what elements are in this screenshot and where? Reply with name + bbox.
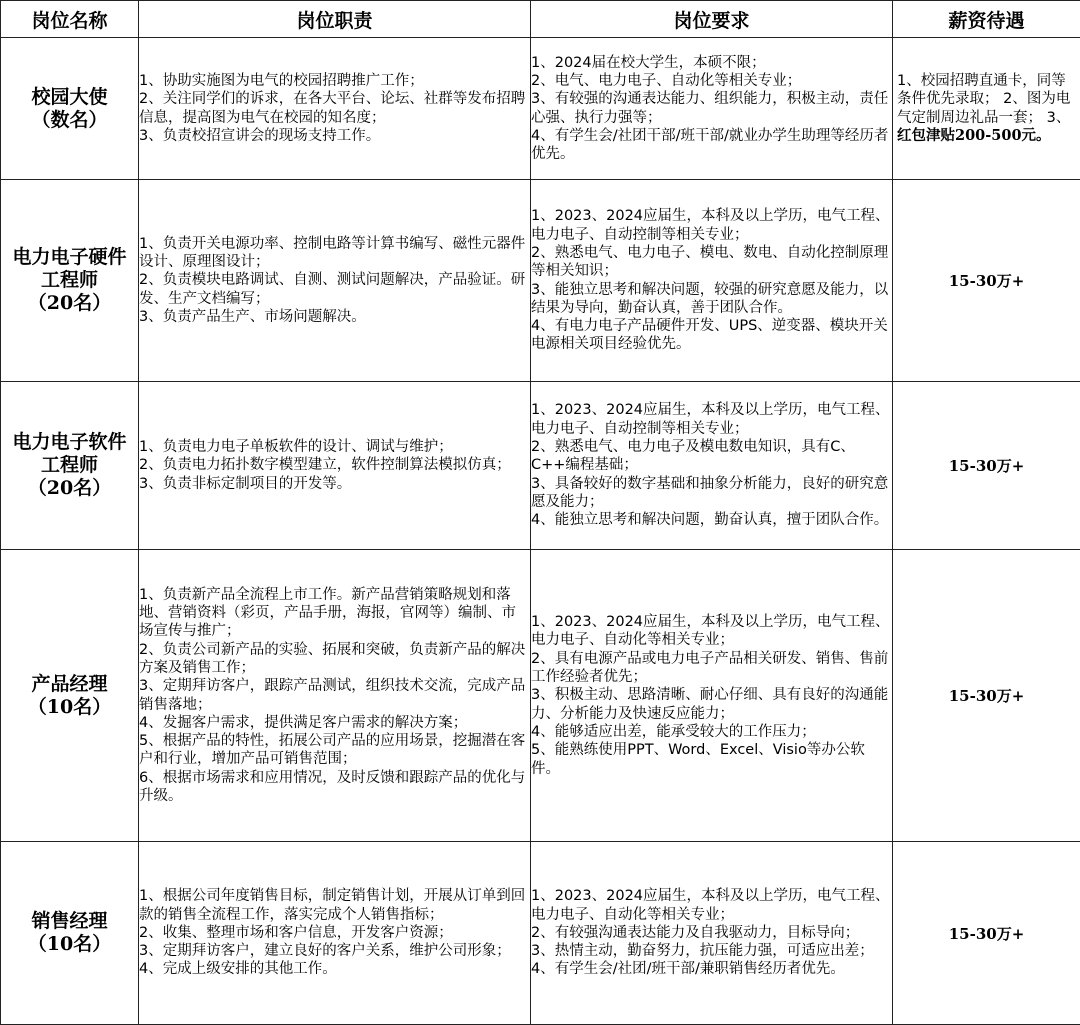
- position-title-line2: 工程师: [40, 269, 98, 291]
- position-title: 产品经理: [31, 672, 108, 695]
- salary-cell: 15-30万+: [893, 382, 1080, 550]
- position-count: （20名）: [27, 477, 112, 499]
- requirement-item: 3、具备较好的数字基础和抽象分析能力，良好的研究意愿及能力；: [531, 475, 889, 510]
- requirement-item: 1、2023、2024应届生，本科及以上学历，电气工程、电力电子、自动化等相关专业；: [531, 614, 890, 649]
- duties-cell: [139, 382, 531, 550]
- duty-item: 1、负责电力电子单板软件的设计、调试与维护；: [139, 439, 453, 456]
- duties-cell: [139, 550, 531, 842]
- duty-item: 1、负责开关电源功率、控制电路等计算书编写、磁性元器件设计、原理图设计；: [139, 235, 526, 271]
- duty-item: 4、发掘客户需求，提供满足客户需求的解决方案；: [139, 714, 468, 731]
- header-row: [1, 1, 1080, 38]
- requirement-item: 1、2023、2024应届生，本科及以上学历，电气工程、电力电子、自动控制等相关专业；: [531, 402, 890, 437]
- duty-item: 3、定期拜访客户，跟踪产品测试，组织技术交流，完成产品销售落地；: [139, 678, 526, 713]
- duty-item: 2、收集、整理市场和客户信息，开发客户资源；: [139, 924, 453, 941]
- requirement-item: 2、电气、电力电子、自动化等相关专业；: [531, 72, 802, 89]
- duty-item: 2、关注同学们的诉求，在各大平台、论坛、社群等发布招聘信息，提高图为电气在校园的知名度；: [139, 91, 526, 126]
- header-duties: 岗位职责: [139, 1, 531, 38]
- duty-item: 3、负责非标定制项目的开发等。: [139, 475, 352, 492]
- duty-item: 1、协助实施图为电气的校园招聘推广工作；: [139, 72, 424, 89]
- duties-cell: [139, 180, 531, 382]
- position-count: （20名）: [27, 292, 112, 314]
- requirement-item: 4、能独立思考和解决问题，勤奋认真，擅于团队合作。: [531, 512, 889, 529]
- position-title: 电力电子硬件: [12, 246, 127, 268]
- salary-cell: [893, 38, 1080, 180]
- duty-item: 1、负责新产品全流程上市工作。新产品营销策略规划和落地、营销资料（彩页，产品手册，海报，官网等）编制、市场宣传与推广；: [139, 586, 516, 640]
- requirement-item: 4、能够适应出差，能承受较大的工作压力；: [531, 723, 816, 740]
- table-row: [1, 38, 1080, 180]
- position-title: 校园大使: [31, 85, 108, 108]
- table-row: [1, 180, 1080, 382]
- salary-cell: 15-30万+: [893, 180, 1080, 382]
- duty-item: 3、负责校招宣讲会的现场支持工作。: [139, 127, 381, 144]
- salary-item-number: 3、: [1046, 109, 1071, 126]
- requirement-item: 4、有学生会/社团/班干部/兼职销售经历者优先。: [531, 961, 845, 978]
- duty-item: 3、负责产品生产、市场问题解决。: [139, 308, 366, 325]
- duty-item: 6、根据市场需求和应用情况，及时反馈和跟踪产品的优化与升级。: [139, 769, 526, 804]
- duty-item: 2、负责公司新产品的实验、拓展和突破，负责新产品的解决方案及销售工作；: [139, 641, 526, 676]
- duty-item: 3、定期拜访客户，建立良好的客户关系，维护公司形象；: [139, 943, 511, 960]
- table-row: [1, 382, 1080, 550]
- requirement-item: 3、热情主动，勤奋努力，抗压能力强，可适应出差；: [531, 943, 874, 960]
- requirements-cell: [531, 382, 893, 550]
- duty-item: 2、负责模块电路调试、自测、测试问题解决，产品验证。研发、生产文档编写；: [139, 272, 526, 307]
- header-requirements: 岗位要求: [531, 1, 893, 38]
- requirement-item: 2、有较强沟通表达能力及自我驱动力，目标导向；: [531, 924, 860, 941]
- position-count: （10名）: [27, 933, 112, 955]
- duty-item: 2、负责电力拓扑数字模型建立，软件控制算法模拟仿真；: [139, 457, 511, 474]
- salary-highlight: 红包津贴200-500元。: [897, 126, 1051, 144]
- position-name: [1, 382, 139, 550]
- duty-item: 1、根据公司年度销售目标，制定销售计划，开展从订单到回款的销售全流程工作，落实完成个人销售指标；: [139, 888, 526, 923]
- position-name: [1, 180, 139, 382]
- requirement-item: 5、能熟练使用PPT、Word、Excel、Visio等办公软件。: [531, 742, 865, 777]
- table-row: [1, 842, 1080, 1025]
- requirements-cell: [531, 550, 893, 842]
- position-count: （10名）: [27, 695, 112, 718]
- requirement-item: 1、2024届在校大学生，本硕不限；: [531, 54, 766, 71]
- table-row: [1, 550, 1080, 842]
- salary-cell: 15-30万+: [893, 550, 1080, 842]
- requirements-cell: [531, 842, 893, 1025]
- duty-item: 5、根据产品的特性，拓展公司产品的应用场景，挖掘潜在客户和行业，增加产品可销售范围；: [139, 733, 526, 768]
- duty-item: 4、完成上级安排的其他工作。: [139, 961, 337, 978]
- requirement-item: 4、有电力电子产品硬件开发、UPS、逆变器、模块开关电源相关项目经验优先。: [531, 318, 888, 353]
- requirement-item: 2、熟悉电气、电力电子、模电、数电、自动化控制原理等相关知识；: [531, 244, 889, 280]
- position-title: 电力电子软件: [12, 431, 127, 453]
- position-title-line2: 工程师: [40, 454, 98, 476]
- salary-item: 2、图为电气定制周边礼品一套；: [897, 91, 1071, 126]
- position-name: [1, 38, 139, 180]
- salary-cell: 15-30万+: [893, 842, 1080, 1025]
- requirement-item: 1、2023、2024应届生，本科及以上学历，电气工程、电力电子、自动化等相关专业；: [531, 888, 890, 923]
- requirement-item: 3、能独立思考和解决问题，较强的研究意愿及能力，以结果为导向，勤奋认真，善于团队合作。: [531, 281, 889, 316]
- requirements-cell: [531, 38, 893, 180]
- header-salary: 薪资待遇: [893, 1, 1080, 38]
- position-title: 销售经理: [31, 910, 108, 932]
- position-name: [1, 550, 139, 842]
- position-name: [1, 842, 139, 1025]
- requirement-item: 2、具有电源产品或电力电子产品相关研发、销售、售前工作经验者优先；: [531, 650, 889, 686]
- requirement-item: 1、2023、2024应届生，本科及以上学历，电气工程、电力电子、自动控制等相关专业；: [531, 208, 890, 243]
- requirements-cell: [531, 180, 893, 382]
- header-position-name: 岗位名称: [1, 1, 139, 38]
- duties-cell: [139, 842, 531, 1025]
- duties-cell: [139, 38, 531, 180]
- position-count: （数名）: [31, 108, 108, 131]
- requirement-item: 3、有较强的沟通表达能力、组织能力，积极主动，责任心强、执行力强等；: [531, 91, 889, 126]
- salary-item: 1、校园招聘直通卡，同等条件优先录取；: [897, 72, 1066, 108]
- requirement-item: 3、积极主动、思路清晰、耐心仔细、具有良好的沟通能力、分析能力及快速反应能力；: [531, 687, 889, 722]
- requirement-item: 4、有学生会/社团干部/班干部/就业办学生助理等经历者优先。: [531, 127, 889, 163]
- requirement-item: 2、熟悉电气、电力电子及模电数电知识，具有C、C++编程基础；: [531, 439, 855, 474]
